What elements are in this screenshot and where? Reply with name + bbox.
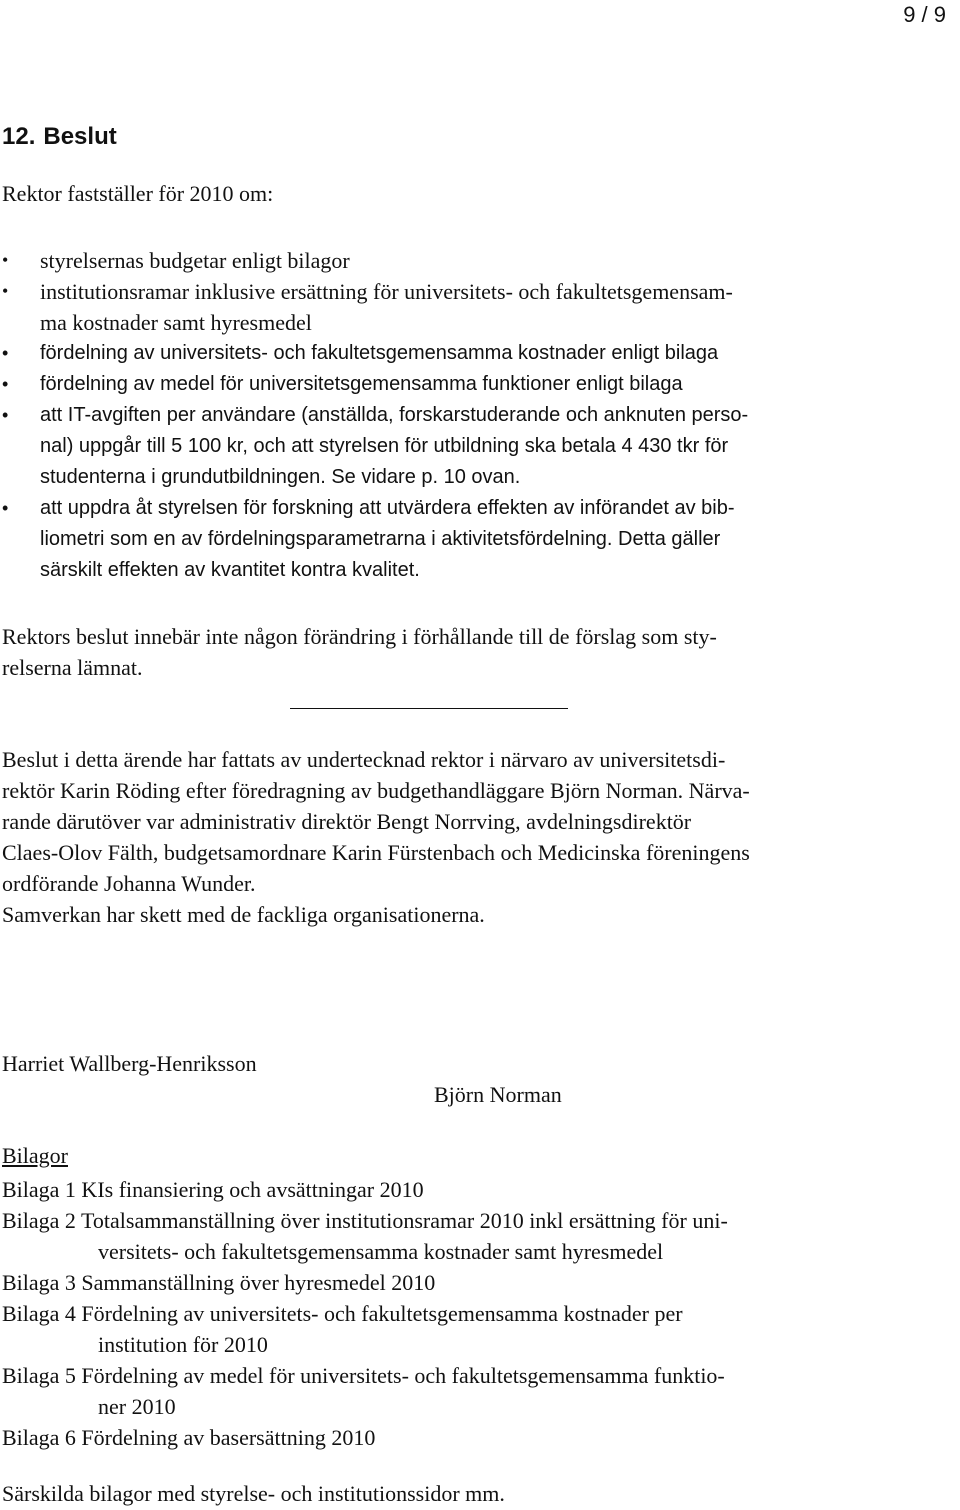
signoff-line: Samverkan har skett med de fackliga organisationerna. bbox=[2, 902, 485, 927]
attachments-heading: Bilagor bbox=[2, 1143, 68, 1168]
bullet-line: fördelning av medel för universitetsgemensamma funktioner enligt bilaga bbox=[40, 373, 683, 395]
attachment-line: Bilaga 5 Fördelning av medel för universitets- och fakultetsgemensamma funktio- bbox=[2, 1363, 725, 1388]
attachment-line: Bilaga 4 Fördelning av universitets- och fakultetsgemensamma kostnader per bbox=[2, 1301, 683, 1326]
bullet-line: fördelning av universitets- och fakultetsgemensamma kostnader enligt bilaga bbox=[40, 342, 719, 364]
bullet-item bbox=[0, 369, 960, 400]
bullet-item bbox=[0, 493, 960, 586]
bullet-icon: • bbox=[2, 250, 9, 270]
decision-note-line: relserna lämnat. bbox=[2, 655, 143, 680]
bullet-line: styrelsernas budgetar enligt bilagor bbox=[40, 248, 350, 273]
signoff-line: rande därutöver var administrativ direktör Bengt Norrving, avdelningsdirektör bbox=[2, 809, 692, 834]
bullet-icon: • bbox=[2, 498, 9, 518]
attachment-line: Bilaga 2 Totalsammanställning över institutionsramar 2010 inkl ersättning för uni- bbox=[2, 1208, 728, 1233]
bullet-line: nal) uppgår till 5 100 kr, och att styrelsen för utbildning ska betala 4 430 tkr för bbox=[40, 435, 729, 457]
bullet-item bbox=[0, 338, 960, 369]
attachments-list bbox=[2, 1174, 728, 1453]
bullet-item bbox=[0, 276, 960, 338]
bullet-line: att IT-avgiften per användare (anställda, forskarstuderande och anknuten perso- bbox=[40, 404, 749, 426]
bullet-line: att uppdra åt styrelsen för forskning att utvärdera effekten av införandet av bib- bbox=[40, 497, 735, 519]
bullet-icon: • bbox=[2, 281, 9, 301]
bullet-line: liometri som en av fördelningsparametrarna i aktivitetsfördelning. Detta gäller bbox=[40, 528, 721, 550]
attachment-line: versitets- och fakultetsgemensamma kostnader samt hyresmedel bbox=[98, 1239, 664, 1264]
intro-text: Rektor fastställer för 2010 om: bbox=[2, 181, 274, 206]
signoff-line: Beslut i detta ärende har fattats av undertecknad rektor i närvaro av universitetsdi- bbox=[2, 747, 726, 772]
decision-note bbox=[2, 621, 717, 683]
bullet-line: institutionsramar inklusive ersättning för universitets- och fakultetsgemensam- bbox=[40, 279, 733, 304]
bullet-line: studenterna i grundutbildningen. Se vidare p. 10 ovan. bbox=[40, 466, 521, 488]
section-heading bbox=[2, 123, 117, 151]
bullet-icon: • bbox=[2, 405, 9, 425]
signoff-line: ordförande Johanna Wunder. bbox=[2, 871, 256, 896]
signoff-line: rektör Karin Röding efter föredragning av budgethandläggare Björn Norman. Närva- bbox=[2, 778, 750, 803]
separator-rule bbox=[290, 708, 568, 709]
section-title: Beslut bbox=[43, 123, 117, 150]
bullet-line: ma kostnader samt hyresmedel bbox=[40, 310, 312, 335]
decision-bullet-list bbox=[0, 245, 960, 586]
attachments-extra: Särskilda bilagor med styrelse- och institutionssidor mm. bbox=[2, 1481, 505, 1506]
attachment-line: Bilaga 1 KIs finansiering och avsättningar 2010 bbox=[2, 1177, 424, 1202]
signoff-paragraph bbox=[2, 744, 750, 930]
bullet-item bbox=[0, 400, 960, 493]
section-number: 12. bbox=[2, 123, 36, 150]
signature-presenter: Björn Norman bbox=[434, 1082, 562, 1107]
bullet-item bbox=[0, 245, 960, 276]
bullet-icon: • bbox=[2, 343, 9, 363]
attachment-line: Bilaga 6 Fördelning av basersättning 2010 bbox=[2, 1425, 376, 1450]
signature-rector: Harriet Wallberg-Henriksson bbox=[2, 1051, 257, 1076]
signoff-line: Claes-Olov Fälth, budgetsamordnare Karin Fürstenbach och Medicinska föreningens bbox=[2, 840, 750, 865]
bullet-icon: • bbox=[2, 374, 9, 394]
bullet-line: särskilt effekten av kvantitet kontra kvalitet. bbox=[40, 559, 420, 581]
attachment-line: Bilaga 3 Sammanställning över hyresmedel 2010 bbox=[2, 1270, 436, 1295]
attachment-line: ner 2010 bbox=[98, 1394, 176, 1419]
attachment-line: institution för 2010 bbox=[98, 1332, 268, 1357]
decision-note-line: Rektors beslut innebär inte någon förändring i förhållande till de förslag som sty- bbox=[2, 624, 717, 649]
page-number: 9 / 9 bbox=[903, 2, 946, 27]
